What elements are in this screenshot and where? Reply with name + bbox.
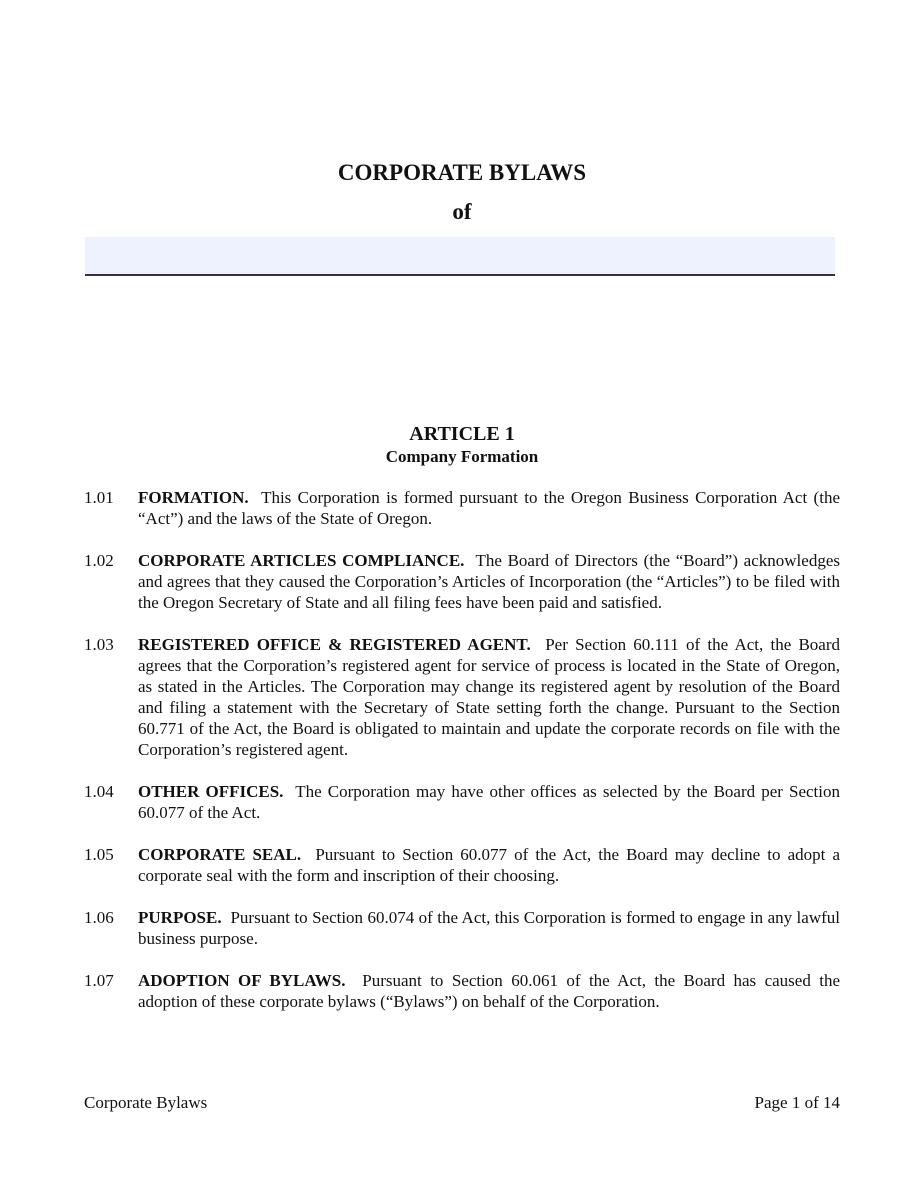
section-text: Pursuant to Section 60.074 of the Act, this Corporation is formed to engage in any lawful business purpose. [138,908,840,948]
section-text: This Corporation is formed pursuant to the Oregon Business Corporation Act (the “Act”) and the laws of the State of Oregon. [138,488,840,528]
section-number: 1.02 [84,551,114,570]
section-1-01 [84,487,840,529]
article-subheading: Company Formation [385,447,539,466]
section-text: Pursuant to Section 60.061 of the Act, the Board has caused the adoption of these corporate bylaws (“Bylaws”) on behalf of the Corporation. [138,971,840,1011]
section-body [138,844,840,886]
section-1-05 [84,844,840,886]
footer-page-number: Page 1 of 14 [754,1093,840,1112]
section-body [138,487,840,529]
footer-document-name: Corporate Bylaws [84,1093,208,1112]
section-1-07 [84,970,840,1012]
company-name-field[interactable] [85,237,835,276]
section-body [138,907,840,949]
section-body [138,634,840,760]
section-heading: REGISTERED OFFICE & REGISTERED AGENT. [138,635,531,654]
article-sections [84,487,840,1033]
document-subtitle: of [452,199,472,224]
document-title: CORPORATE BYLAWS [337,160,587,185]
section-1-03 [84,634,840,760]
section-number: 1.06 [84,908,114,927]
section-text: Pursuant to Section 60.077 of the Act, the Board may decline to adopt a corporate seal with the form and inscription of their choosing. [138,845,840,885]
page-footer [84,1092,840,1114]
section-heading: ADOPTION OF BYLAWS. [138,971,346,990]
section-number: 1.05 [84,845,114,864]
section-heading: FORMATION. [138,488,249,507]
section-number: 1.04 [84,782,114,801]
section-number: 1.03 [84,635,114,654]
section-heading: PURPOSE. [138,908,222,927]
section-text: Per Section 60.111 of the Act, the Board agrees that the Corporation’s registered agent for service of process is located in the State of Oregon, as stated in the Articles. The Corporation may change its registered agent by resolution of the Board and filing a statement with the Secretary of State setting forth the change. Pursuant to the Section 60.771 of the Act, the Board is obligated to maintain and update the corporate records on file with the Corporation’s registered agent. [138,635,841,759]
section-heading: CORPORATE ARTICLES COMPLIANCE. [138,551,465,570]
section-heading: OTHER OFFICES. [138,782,284,801]
section-body [138,781,840,823]
section-text: The Board of Directors (the “Board”) acknowledges and agrees that they caused the Corporation’s Articles of Incorporation (the “Articles”) to be filed with the Oregon Secretary of State and all filing fees have been paid and satisfied. [138,551,840,612]
section-1-06 [84,907,840,949]
section-heading: CORPORATE SEAL. [138,845,302,864]
section-body [138,550,840,613]
section-text: The Corporation may have other offices as selected by the Board per Section 60.077 of the Act. [138,782,840,822]
section-1-04 [84,781,840,823]
section-number: 1.01 [84,488,114,507]
section-number: 1.07 [84,971,114,990]
section-1-02 [84,550,840,613]
article-heading: ARTICLE 1 [409,423,515,445]
section-body [138,970,840,1012]
